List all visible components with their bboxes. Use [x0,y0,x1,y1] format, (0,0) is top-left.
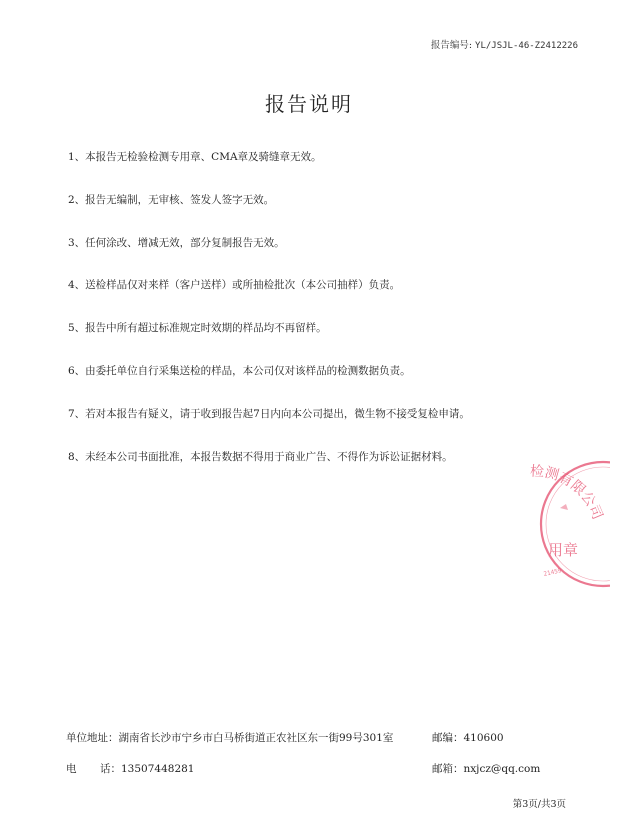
seal-arc-text: 检测有限公司 [529,463,606,523]
note-item-2: 2、报告无编制，无审核、签发人签字无效。 [68,194,275,206]
page-number: 第3页/共3页 [512,799,566,810]
seal-center-text: 用章 [548,541,579,559]
footer-email: 邮箱：nxjcz@qq.com [432,763,541,775]
report-number-label: 报告编号: [430,40,473,51]
note-item-1: 1、本报告无检验检测专用章、CMA章及骑缝章无效。 [68,151,322,163]
seal-number-text: 21459 [542,567,563,578]
note-item-8: 8、未经本公司书面批准，本报告数据不得用于商业广告、不得作为诉讼证据材料。 [68,451,453,463]
note-item-7: 7、若对本报告有疑义，请于收到报告起7日内向本公司提出，微生物不接受复检申请。 [68,408,470,420]
page-title: 报告说明 [265,92,353,116]
report-number [431,37,578,51]
official-seal [500,458,610,588]
footer-phone-label2: 话： [100,763,121,775]
note-item-4: 4、送检样品仅对来样（客户送样）或所抽检批次（本公司抽样）负责。 [68,279,401,291]
footer-postcode: 邮编：410600 [432,732,504,744]
note-item-5: 5、报告中所有超过标准规定时效期的样品均不再留样。 [68,322,327,334]
note-item-3: 3、任何涂改、增减无效，部分复制报告无效。 [68,237,285,249]
footer-address: 单位地址：湖南省长沙市宁乡市白马桥街道正农社区东一街99号301室 [66,732,394,744]
footer-phone-number: 13507448281 [121,763,195,775]
footer-phone-label: 电 [66,763,77,775]
footer-phone [100,761,195,776]
note-item-6: 6、由委托单位自行采集送检的样品，本公司仅对该样品的检测数据负责。 [68,365,411,377]
report-number-value: YL/JSJL-46-Z2412226 [475,41,578,51]
